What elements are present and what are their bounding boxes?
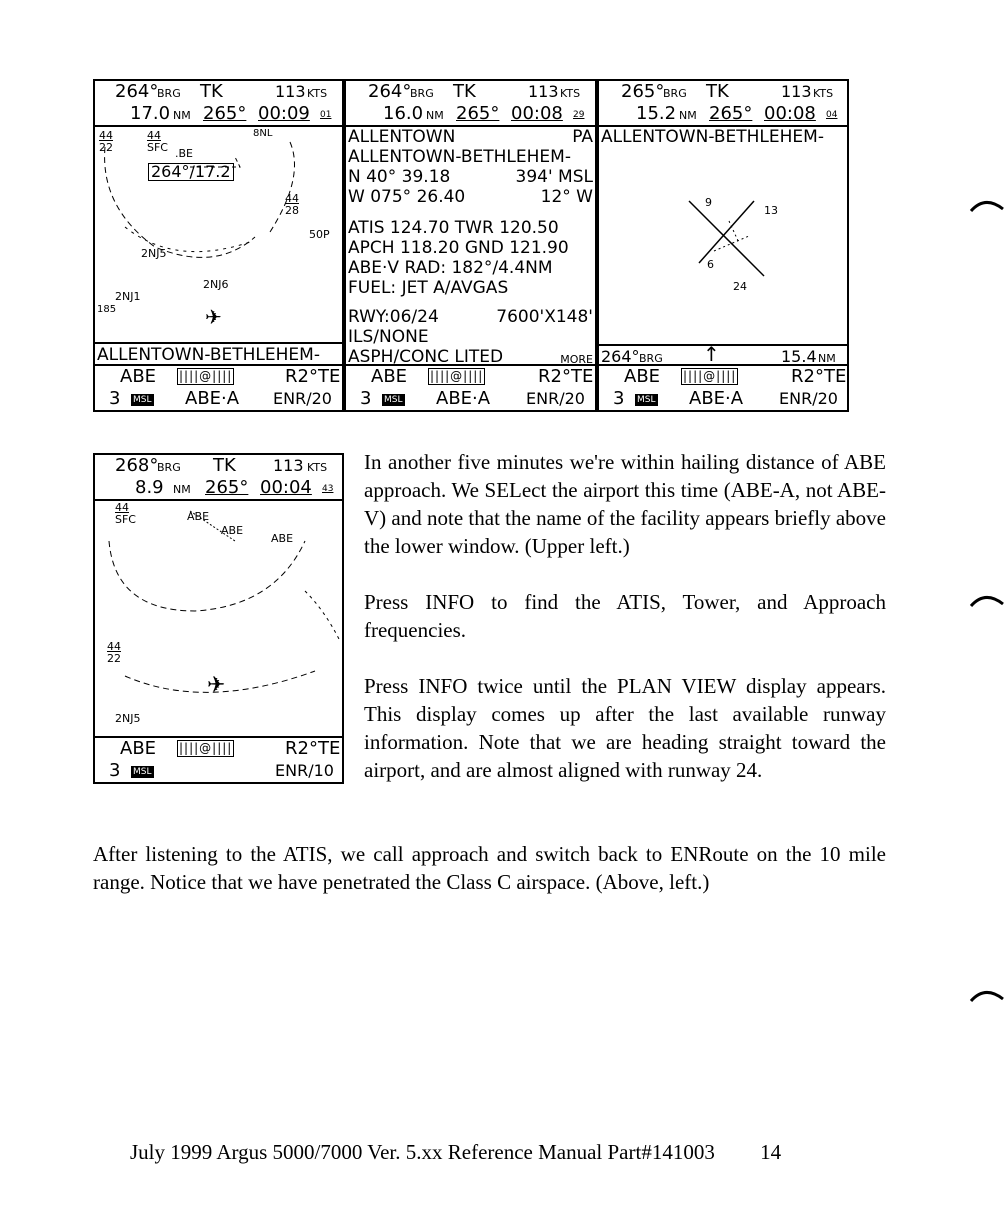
msl-badge: MSL <box>384 395 403 405</box>
scale-value: 3 <box>109 388 121 409</box>
course-value: 265° <box>205 477 249 498</box>
screen-top-middle <box>344 79 597 412</box>
time-seconds: 43 <box>322 484 334 494</box>
distance-unit: NM <box>679 109 697 122</box>
body-text-column <box>364 448 886 784</box>
screen-lower <box>93 453 344 784</box>
scale-value: 3 <box>360 388 372 409</box>
waypoint-ident: ABE <box>624 366 661 387</box>
info-line: ALLENTOWN-BETHLEHEM- <box>348 147 571 167</box>
time-seconds: 01 <box>320 110 332 120</box>
waypoint-ident: ABE <box>120 738 157 759</box>
time-value: 00:04 <box>260 477 312 498</box>
track-label: TK <box>453 81 476 102</box>
binding-mark <box>967 590 1007 620</box>
speed-value: 113 <box>528 82 559 101</box>
bearing-label: BRG <box>157 461 181 474</box>
bearing-value: 264° <box>601 347 640 366</box>
body-text-full <box>93 840 886 896</box>
mode-label: ENR/10 <box>275 761 334 780</box>
bearing-label: BRG <box>663 87 687 100</box>
scale-value: 3 <box>109 760 121 781</box>
paragraph: Press INFO to find the ATIS, Tower, and Approach frequencies. <box>364 590 886 642</box>
binding-mark <box>967 985 1007 1015</box>
distance-value: 16.0 <box>383 103 424 124</box>
time-value: 00:09 <box>258 103 310 124</box>
airport-label: ABE <box>271 532 294 545</box>
footer-text: July 1999 Argus 5000/7000 Ver. 5.xx Reference Manual Part#141003 <box>130 1140 715 1164</box>
distance-unit: NM <box>818 352 836 365</box>
facility-name: ALLENTOWN-BETHLEHEM- <box>95 342 342 366</box>
altitude-label: 22 <box>99 141 113 154</box>
plan-view-title: ALLENTOWN-BETHLEHEM- <box>601 127 824 147</box>
page-footer <box>130 1140 781 1165</box>
screen-header <box>95 81 342 127</box>
moving-map <box>95 501 342 736</box>
info-line: RWY:06/24 7600'X148' <box>348 307 593 327</box>
bearing-distance-box: 264°/17.2 <box>148 163 234 181</box>
distance-value: 15.4 <box>781 347 817 366</box>
navaid-label: 8NL <box>253 128 273 139</box>
course-value: 265° <box>456 103 500 124</box>
mode-label: ENR/20 <box>779 389 838 408</box>
page-number: 14 <box>760 1140 782 1164</box>
screen-top-right <box>597 79 849 412</box>
msl-badge: MSL <box>637 395 656 405</box>
speed-unit: KTS <box>560 87 581 100</box>
screen-top-left <box>93 79 344 412</box>
info-line: APCH 118.20 GND 121.90 <box>348 238 569 258</box>
waypoint-label: 2NJ1 <box>115 290 141 303</box>
altitude-label: 44 <box>99 129 113 142</box>
time-value: 00:08 <box>511 103 563 124</box>
info-line: ALLENTOWN PA <box>348 127 593 147</box>
paragraph: In another five minutes we're within hailing distance of ABE approach. We SELect the airport this time (ABE-A, not ABE-V) and note that the name of the facility appears briefly above the lower window. (Upper left.) <box>364 450 886 558</box>
altitude-label: 185 <box>97 304 117 315</box>
paragraph: Press INFO twice until the PLAN VIEW display appears. This display comes up after the last available runway information. Note that we are heading straight toward the airport, and are almost aligned with runway 24. <box>364 674 886 782</box>
scale-value: 3 <box>613 388 625 409</box>
info-line: ABE·V RAD: 182°/4.4NM <box>348 258 553 278</box>
time-value: 00:08 <box>764 103 816 124</box>
route-label: R2°TE <box>538 366 594 387</box>
bearing-value: 265° <box>621 81 665 102</box>
info-line: N 40° 39.18 394' MSL <box>348 167 593 187</box>
info-line: ASPH/CONC LITED MORE <box>348 347 593 367</box>
airport-label: .BE <box>175 147 193 160</box>
route-label: R2°TE <box>285 366 341 387</box>
speed-unit: KTS <box>813 87 834 100</box>
cdi-indicator: ||||@|||| <box>179 741 233 755</box>
bearing-label: BRG <box>639 352 663 365</box>
course-value: 265° <box>709 103 753 124</box>
active-waypoint: ABE·A <box>185 388 240 409</box>
airport-label: ABE <box>221 524 244 537</box>
cdi-indicator: ||||@|||| <box>179 369 233 383</box>
speed-value: 113 <box>273 456 304 475</box>
status-bar <box>95 364 342 410</box>
bearing-value: 268° <box>115 455 159 476</box>
info-line: W 075° 26.40 12° W <box>348 187 593 207</box>
info-line: FUEL: JET A/AVGAS <box>348 278 509 298</box>
status-bar <box>95 736 342 782</box>
distance-value: 17.0 <box>130 103 171 124</box>
sfc-label: SFC <box>115 513 136 526</box>
runway-diagram <box>659 181 809 291</box>
runway-label: 24 <box>733 280 747 293</box>
route-label: R2°TE <box>285 738 341 759</box>
runway-label: 9 <box>705 196 712 209</box>
msl-badge: MSL <box>133 767 152 777</box>
speed-value: 113 <box>275 82 306 101</box>
time-seconds: 29 <box>573 110 585 120</box>
distance-unit: NM <box>173 483 191 496</box>
waypoint-ident: ABE <box>371 366 408 387</box>
status-bar <box>346 364 595 410</box>
distance-value: 15.2 <box>636 103 677 124</box>
active-waypoint: ABE·A <box>689 388 744 409</box>
bearing-value: 264° <box>368 81 412 102</box>
speed-value: 113 <box>781 82 812 101</box>
cdi-indicator: ||||@|||| <box>430 369 484 383</box>
screen-header <box>95 455 342 501</box>
screen-header <box>599 81 847 127</box>
bearing-label: BRG <box>410 87 434 100</box>
active-waypoint: ABE·A <box>436 388 491 409</box>
airport-label: ABE <box>187 510 210 523</box>
altitude-label: 28 <box>285 204 299 217</box>
screen-header <box>346 81 595 127</box>
msl-badge: MSL <box>133 395 152 405</box>
waypoint-label: 2NJ5 <box>141 247 167 260</box>
sfc-label: SFC <box>147 141 168 154</box>
altitude-label: 44 <box>115 501 129 514</box>
more-indicator: MORE <box>560 353 593 366</box>
distance-value: 8.9 <box>135 477 164 498</box>
aircraft-icon: ✈ <box>205 305 222 329</box>
cdi-indicator: ||||@|||| <box>683 369 737 383</box>
waypoint-ident: ABE <box>120 366 157 387</box>
waypoint-label: 2NJ5 <box>115 712 141 725</box>
arrow-up-icon: ↑ <box>703 342 720 366</box>
binding-mark <box>967 195 1007 225</box>
speed-unit: KTS <box>307 87 328 100</box>
course-value: 265° <box>203 103 247 124</box>
track-label: TK <box>213 455 236 476</box>
waypoint-label: 50P <box>309 228 330 241</box>
runway-label: 6 <box>707 258 714 271</box>
info-line: ATIS 124.70 TWR 120.50 <box>348 218 559 238</box>
track-label: TK <box>200 81 223 102</box>
track-label: TK <box>706 81 729 102</box>
bearing-value: 264° <box>115 81 159 102</box>
bearing-label: BRG <box>157 87 181 100</box>
altitude-label: 44 <box>285 192 299 205</box>
distance-unit: NM <box>426 109 444 122</box>
status-bar <box>599 364 847 410</box>
altitude-label: 44 <box>147 129 161 142</box>
time-seconds: 04 <box>826 110 838 120</box>
aircraft-icon: ✈ <box>207 673 226 698</box>
info-line: ILS/NONE <box>348 327 429 347</box>
waypoint-label: 2NJ6 <box>203 278 229 291</box>
distance-unit: NM <box>173 109 191 122</box>
runway-label: 13 <box>764 204 778 217</box>
mode-label: ENR/20 <box>273 389 332 408</box>
paragraph: After listening to the ATIS, we call approach and switch back to ENRoute on the 10 mile range. Notice that we have penetrated the Class C airspace. (Above, left.) <box>93 842 886 894</box>
speed-unit: KTS <box>307 461 328 474</box>
mode-label: ENR/20 <box>526 389 585 408</box>
altitude-label: 44 <box>107 640 121 653</box>
altitude-label: 22 <box>107 652 121 665</box>
route-label: R2°TE <box>791 366 847 387</box>
